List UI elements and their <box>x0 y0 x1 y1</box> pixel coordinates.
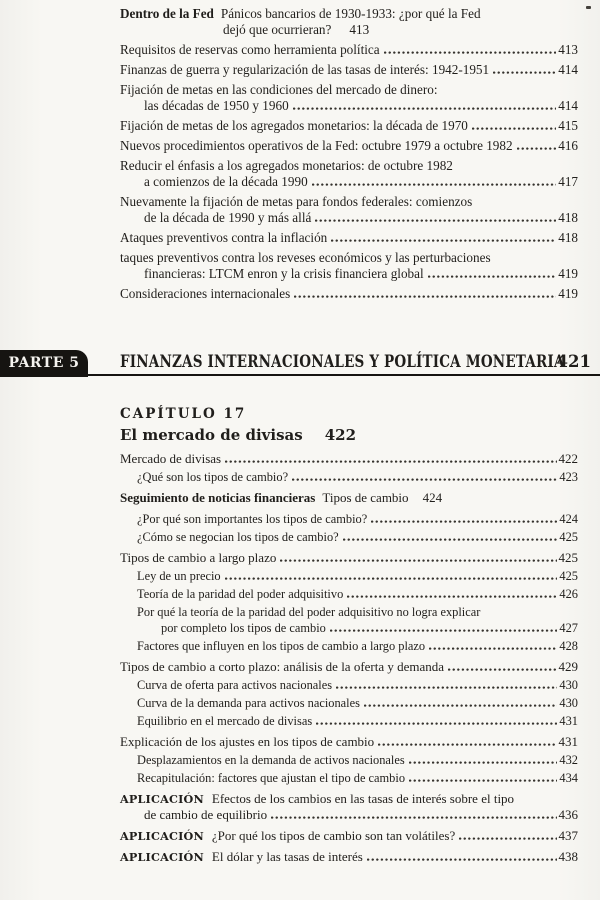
dot-leader <box>312 183 557 186</box>
page-number: 424 <box>559 512 578 526</box>
toc-entry <box>120 770 578 786</box>
toc-top-entries <box>120 42 578 302</box>
toc-entry-text: Recapitulación: factores que ajustan el tipo de cambio <box>137 771 406 785</box>
dot-leader <box>367 858 557 861</box>
chapter-heading <box>120 406 578 445</box>
dot-leader <box>331 239 556 242</box>
dot-leader <box>316 722 557 725</box>
chapter-title-line <box>120 426 578 445</box>
toc-entry <box>120 791 578 823</box>
toc-entry-text: Tipos de cambio <box>322 490 409 505</box>
toc-entry-text: Fijación de metas en las condiciones del mercado de dinero: <box>120 82 438 97</box>
toc-entry <box>120 250 578 282</box>
toc-entry <box>120 828 578 844</box>
toc-entry-text: Curva de oferta para activos nacionales <box>137 678 333 692</box>
toc-line <box>137 752 578 768</box>
toc-entry <box>120 286 578 302</box>
toc-line <box>120 158 578 174</box>
toc-entry-text: Explicación de los ajustes en los tipos de cambio <box>120 734 375 749</box>
toc-entry <box>120 138 578 154</box>
page-number: 413 <box>558 42 578 57</box>
dot-leader <box>271 816 556 819</box>
feature-label: Dentro de la Fed <box>120 6 214 21</box>
toc-line <box>137 586 578 602</box>
application-label: APLICACIÓN <box>120 850 204 864</box>
part-title: FINANZAS INTERNACIONALES Y POLÍTICA MONETARIA <box>120 352 565 371</box>
toc-entry <box>120 529 578 545</box>
top-toc-section <box>120 6 578 302</box>
application-label: APLICACIÓN <box>120 792 204 806</box>
toc-line <box>120 174 578 190</box>
toc-line <box>120 62 578 78</box>
page-number: 419 <box>558 266 578 281</box>
toc-entry-text: Consideraciones internacionales <box>120 286 291 301</box>
page-number: 413 <box>349 22 370 37</box>
page-number: 417 <box>558 174 578 189</box>
chapter-entries <box>120 451 578 865</box>
page-number: 432 <box>559 753 578 767</box>
toc-entry-text: Pánicos bancarios de 1930-1933: ¿por qué la Fed <box>220 6 481 21</box>
toc-entry-text: ¿Por qué los tipos de cambio son tan volátiles? <box>211 828 456 843</box>
toc-entry <box>120 638 578 654</box>
dot-leader <box>225 577 558 580</box>
toc-line <box>120 791 578 807</box>
toc-entry-text: Nuevamente la fijación de metas para fondos federales: comienzos <box>120 194 473 209</box>
dot-leader <box>371 520 557 523</box>
toc-entry-text: Tipos de cambio a corto plazo: análisis de la oferta y demanda <box>120 659 445 674</box>
page-number: 428 <box>559 639 578 653</box>
toc-entry-text: Nuevos procedimientos operativos de la Fed: octubre 1979 a octubre 1982 <box>120 138 513 153</box>
page-number: 414 <box>558 62 578 77</box>
toc-entry <box>120 695 578 711</box>
toc-line <box>120 42 578 58</box>
toc-line <box>120 266 578 282</box>
toc-entry <box>120 82 578 114</box>
page-number: 429 <box>558 659 578 674</box>
toc-entry <box>120 469 578 485</box>
toc-line <box>120 286 578 302</box>
toc-line <box>120 828 578 844</box>
dot-leader <box>364 704 557 707</box>
toc-line <box>137 604 578 620</box>
page-number: 438 <box>558 849 578 864</box>
toc-entry <box>120 511 578 527</box>
toc-line <box>120 6 578 22</box>
toc-entry <box>120 490 578 506</box>
toc-entry-text: Ley de un precio <box>137 569 221 583</box>
toc-entry <box>120 713 578 729</box>
toc-line <box>120 734 578 750</box>
toc-line <box>120 250 578 266</box>
toc-entry-text: Efectos de los cambios en las tasas de interés sobre el tipo <box>211 791 515 806</box>
toc-entry-text: de cambio de equilibrio <box>144 807 268 822</box>
part-banner <box>0 346 600 376</box>
toc-entry-text: Finanzas de guerra y regularización de las tasas de interés: 1942-1951 <box>120 62 490 77</box>
toc-entry-text: Ataques preventivos contra la inflación <box>120 230 328 245</box>
toc-entry-text: Teoría de la paridad del poder adquisitivo <box>137 587 344 601</box>
toc-entry <box>120 194 578 226</box>
toc-entry <box>120 734 578 750</box>
toc-entry-text: Tipos de cambio a largo plazo <box>120 550 277 565</box>
toc-entry-text: Reducir el énfasis a los agregados monetarios: de octubre 1982 <box>120 158 453 173</box>
page-number: 430 <box>559 678 578 692</box>
toc-entry <box>120 158 578 190</box>
toc-line <box>120 451 578 467</box>
toc-line <box>120 194 578 210</box>
toc-line <box>120 807 578 823</box>
page-number: 416 <box>558 138 578 153</box>
feature-label: Seguimiento de noticias financieras <box>120 490 316 505</box>
toc-entry-text: de la década de 1990 y más allá <box>144 210 312 225</box>
toc-line <box>137 770 578 786</box>
toc-line <box>137 713 578 729</box>
dot-leader <box>292 478 557 481</box>
dot-leader <box>343 538 558 541</box>
dot-leader <box>448 668 556 671</box>
toc-entry <box>120 118 578 134</box>
page-number: 436 <box>558 807 578 822</box>
dot-leader <box>517 147 557 150</box>
page-number: 431 <box>558 734 578 749</box>
toc-entry-text: Curva de la demanda para activos nacionales <box>137 696 360 710</box>
dot-leader <box>428 275 557 278</box>
toc-line <box>120 490 578 506</box>
toc-entry <box>120 849 578 865</box>
toc-entry <box>120 451 578 467</box>
toc-entry-text: El dólar y las tasas de interés <box>211 849 363 864</box>
dot-leader <box>294 295 556 298</box>
page-number: 423 <box>559 470 578 484</box>
dot-leader <box>459 837 556 840</box>
toc-entry <box>120 62 578 78</box>
page-number: 418 <box>558 230 578 245</box>
dot-leader <box>493 71 556 74</box>
dot-leader <box>336 686 557 689</box>
dot-leader <box>293 107 557 110</box>
toc-line <box>137 638 578 654</box>
toc-entry <box>120 659 578 675</box>
toc-entry-text: ¿Qué son los tipos de cambio? <box>137 470 289 484</box>
page-number: 431 <box>559 714 578 728</box>
page-number: 414 <box>558 98 578 113</box>
dot-leader <box>315 219 556 222</box>
page-number: 425 <box>558 550 578 565</box>
toc-line <box>120 98 578 114</box>
toc-entry <box>120 42 578 58</box>
page-number: 427 <box>559 621 578 635</box>
toc-entry-text: ¿Por qué son importantes los tipos de cambio? <box>137 512 368 526</box>
dot-leader <box>378 743 556 746</box>
toc-entry-text: Requisitos de reservas como herramienta política <box>120 42 380 57</box>
toc-line <box>120 22 578 38</box>
page-number: 425 <box>559 569 578 583</box>
toc-line <box>120 659 578 675</box>
chapter-page-number: 422 <box>324 426 357 444</box>
toc-line <box>120 550 578 566</box>
toc-entry-text: Mercado de divisas <box>120 451 222 466</box>
toc-line <box>137 529 578 545</box>
toc-entry <box>120 586 578 602</box>
toc-entry-text: las décadas de 1950 y 1960 <box>144 98 289 113</box>
toc-entry <box>120 604 578 636</box>
toc-line <box>120 230 578 246</box>
toc-entry <box>120 752 578 768</box>
page-number: 426 <box>559 587 578 601</box>
toc-line <box>120 210 578 226</box>
page-number: 437 <box>558 828 578 843</box>
scan-speck <box>586 6 591 9</box>
toc-line <box>120 82 578 98</box>
dot-leader <box>384 51 557 54</box>
toc-entry <box>120 677 578 693</box>
dot-leader <box>472 127 556 130</box>
dot-leader <box>225 460 556 463</box>
application-label: APLICACIÓN <box>120 829 204 843</box>
page-number: 434 <box>559 771 578 785</box>
toc-entry-dentro-de-la-fed <box>120 6 578 38</box>
page-number: 422 <box>558 451 578 466</box>
dot-leader <box>330 629 558 632</box>
toc-entry-text: Desplazamientos en la demanda de activos nacionales <box>137 753 405 767</box>
part-badge: PARTE 5 <box>0 350 88 377</box>
toc-line <box>137 469 578 485</box>
toc-line <box>120 138 578 154</box>
page-number: 418 <box>558 210 578 225</box>
toc-entry <box>120 550 578 566</box>
toc-entry-text: taques preventivos contra los reveses económicos y las perturbaciones <box>120 250 491 265</box>
chapter-kicker: CAPÍTULO 17 <box>120 406 247 422</box>
toc-entry-text: ¿Cómo se negocian los tipos de cambio? <box>137 530 339 544</box>
toc-entry-text: a comienzos de la década 1990 <box>144 174 308 189</box>
page-number: 425 <box>559 530 578 544</box>
part-page-number: 421 <box>556 352 591 371</box>
toc-entry-text: dejó que ocurrieran? <box>223 22 332 37</box>
dot-leader <box>347 595 557 598</box>
page-number: 430 <box>559 696 578 710</box>
toc-line <box>137 511 578 527</box>
page-number: 415 <box>558 118 578 133</box>
dot-leader <box>409 761 558 764</box>
dot-leader <box>280 559 556 562</box>
toc-line <box>137 695 578 711</box>
page-number: 424 <box>422 490 443 505</box>
chapter-title: El mercado de divisas <box>120 426 303 444</box>
toc-line <box>137 677 578 693</box>
toc-entry-text: Equilibrio en el mercado de divisas <box>137 714 313 728</box>
toc-entry <box>120 568 578 584</box>
toc-entry-text: Por qué la teoría de la paridad del poder adquisitivo no logra explicar <box>137 605 481 619</box>
toc-entry <box>120 230 578 246</box>
toc-entry-text: Fijación de metas de los agregados monetarios: la década de 1970 <box>120 118 468 133</box>
toc-entry-text: Factores que influyen en los tipos de cambio a largo plazo <box>137 639 426 653</box>
toc-line <box>137 568 578 584</box>
toc-entry-text: por completo los tipos de cambio <box>161 621 326 635</box>
toc-line <box>120 849 578 865</box>
toc-line <box>137 620 578 636</box>
dot-leader <box>409 779 557 782</box>
toc-entry-text: financieras: LTCM enron y la crisis financiera global <box>144 266 424 281</box>
page-number: 419 <box>558 286 578 301</box>
toc-line <box>120 118 578 134</box>
dot-leader <box>429 647 557 650</box>
